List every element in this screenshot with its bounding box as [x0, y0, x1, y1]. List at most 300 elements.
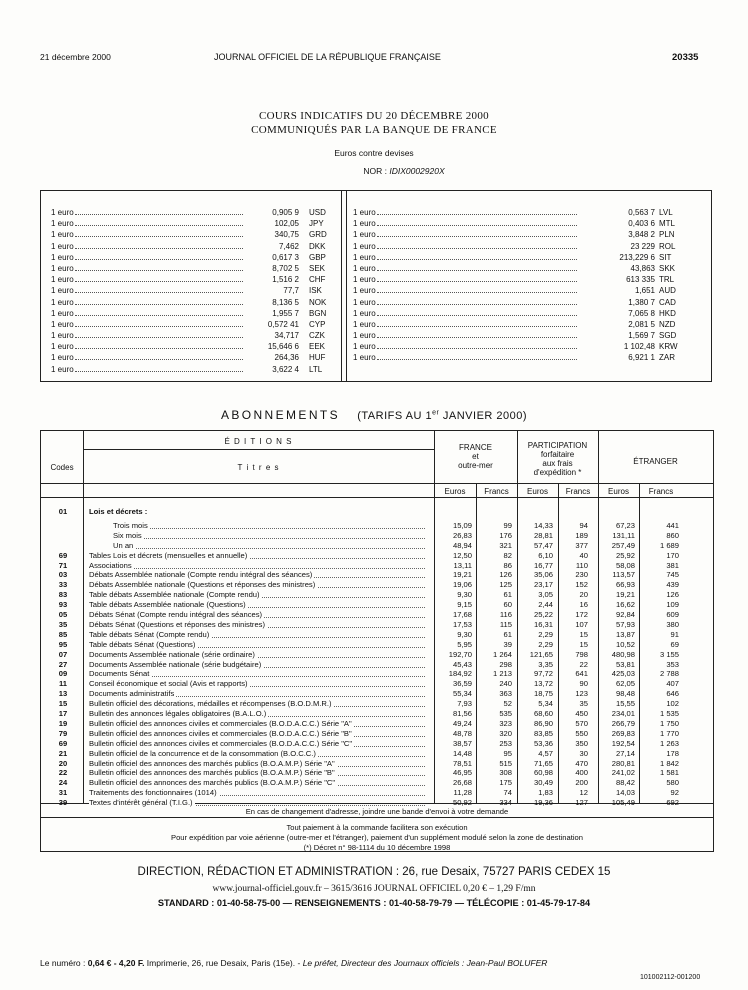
row-code: 27 [58, 659, 68, 669]
price-participation-euros: 2,29 [538, 639, 553, 649]
rate-value: 0,617 3 [272, 252, 299, 262]
price-france-francs: 176 [499, 530, 512, 540]
price-participation-euros: 60,98 [533, 768, 553, 778]
rate-value: 1 102,48 [623, 342, 655, 352]
abonnements-heading [0, 408, 748, 422]
rate-value: 0,572 41 [267, 319, 299, 329]
price-participation-euros: 19,36 [533, 798, 553, 808]
table-row [41, 580, 713, 590]
rate-unit: 1 euro [353, 353, 376, 363]
price-etranger-francs: 126 [666, 590, 679, 600]
rate-unit: 1 euro [51, 275, 74, 285]
rate-currency: ISK [309, 286, 322, 296]
row-title: Associations [89, 560, 132, 570]
row-title: Conseil économique et social (Avis et rapports) [89, 679, 248, 689]
price-etranger-euros: 98,48 [615, 689, 635, 699]
rate-value: 1,380 7 [628, 297, 655, 307]
price-france-francs: 1 264 [492, 649, 512, 659]
rate-row [51, 364, 335, 375]
price-participation-francs: 12 [579, 788, 588, 798]
row-title: Bulletin officiel des annonces des marchés publics (B.O.A.M.P.) Série "C" [89, 778, 336, 788]
row-title: Bulletin officiel des annonces des marchés publics (B.O.A.M.P.) Série "A" [89, 758, 335, 768]
leader-dots [75, 259, 243, 260]
price-etranger-euros: 266,79 [611, 718, 635, 728]
table-row [41, 699, 713, 709]
rate-row [51, 263, 335, 274]
price-france-francs: 82 [503, 550, 512, 560]
header-page-number: 20335 [672, 52, 699, 63]
price-participation-francs: 189 [575, 530, 588, 540]
price-france-euros: 49,24 [452, 718, 472, 728]
table-row [41, 570, 713, 580]
price-france-francs: 535 [499, 709, 512, 718]
table-row [41, 630, 713, 640]
rate-unit: 1 euro [51, 252, 74, 262]
price-france-euros: 50,92 [452, 798, 472, 808]
row-code: 93 [58, 600, 68, 610]
price-etranger-francs: 860 [666, 530, 679, 540]
table-row [41, 689, 713, 699]
row-title: Débats Assemblée nationale (Compte rendu intégral des séances) [89, 570, 313, 580]
change-address-note: En cas de changement d'adresse, joindre une bande d'envoi à votre demande [245, 807, 509, 816]
price-etranger-francs: 2 788 [659, 669, 679, 679]
table-row [41, 768, 713, 778]
price-participation-francs: 107 [575, 619, 588, 629]
rate-value: 7,065 8 [628, 308, 655, 318]
price-france-euros: 45,43 [452, 659, 472, 669]
row-code: 83 [58, 590, 68, 600]
row-code: 17 [58, 709, 68, 718]
rate-currency: EEK [309, 342, 326, 352]
rate-unit: 1 euro [353, 297, 376, 307]
rate-value: 102,05 [274, 219, 299, 229]
leader-dots [377, 214, 577, 215]
leader-dots [377, 270, 577, 271]
price-etranger-francs: 353 [666, 659, 679, 669]
price-france-euros: 19,06 [452, 580, 472, 590]
row-code: 31 [58, 788, 68, 798]
rate-value: 23 229 [630, 241, 655, 251]
table-row [41, 778, 713, 788]
price-participation-euros: 2,29 [538, 629, 553, 639]
leader-dots [109, 676, 425, 677]
table-row [41, 739, 713, 749]
rate-row [51, 229, 335, 240]
price-etranger-francs: 1 689 [659, 540, 679, 550]
rate-row [353, 263, 705, 274]
price-france-francs: 1 213 [492, 669, 512, 679]
table-row [41, 650, 713, 660]
leader-dots [377, 359, 577, 360]
leader-dots [75, 348, 243, 349]
rate-row [353, 218, 705, 229]
price-participation-euros: 35,06 [533, 570, 553, 580]
rate-unit: 1 euro [353, 319, 376, 329]
rate-value: 8,702 5 [272, 263, 299, 273]
rate-unit: 1 euro [51, 230, 74, 240]
row-code: 69 [58, 738, 68, 748]
header-france: FRANCE et outre-mer [458, 443, 493, 470]
price-france-francs: 321 [499, 540, 512, 550]
price-etranger-francs: 178 [666, 748, 679, 758]
footer-issue-line: Le numéro : 0,64 € - 4,20 F. Imprimerie, 26, rue Desaix, Paris (15e). - Le préfet, Directeur des Journaux officiels : Jean-Paul BOLUFER [40, 958, 548, 968]
row-title: Bulletin officiel des annonces civiles et commerciales (B.O.D.A.C.C.) Série "A" [89, 718, 352, 728]
header-etranger: ÉTRANGER [633, 457, 678, 466]
price-france-francs: 116 [499, 610, 512, 619]
row-title: Bulletin officiel de la concurrence et de la consommation (B.O.C.C.) [89, 748, 316, 758]
price-france-euros: 38,57 [452, 738, 472, 748]
price-france-euros: 26,83 [452, 530, 472, 540]
row-code: 35 [58, 619, 68, 629]
rate-currency: LTL [309, 364, 323, 374]
row-code: 69 [58, 550, 68, 560]
rate-row [51, 285, 335, 296]
price-participation-francs: 90 [579, 679, 588, 689]
price-participation-francs: 350 [575, 738, 588, 748]
price-participation-euros: 68,60 [533, 709, 553, 718]
price-etranger-euros: 105,49 [611, 798, 635, 808]
price-etranger-euros: 19,21 [615, 590, 635, 600]
leader-dots [75, 304, 243, 305]
rate-unit: 1 euro [51, 241, 74, 251]
price-participation-euros: 23,17 [533, 580, 553, 590]
price-france-francs: 60 [503, 600, 512, 610]
price-participation-euros: 25,22 [533, 610, 553, 619]
rate-currency: MTL [659, 219, 675, 229]
price-participation-euros: 30,49 [533, 778, 553, 788]
price-france-euros: 48,78 [452, 728, 472, 738]
price-etranger-euros: 58,08 [615, 560, 635, 570]
row-code: 85 [58, 629, 68, 639]
leader-dots [377, 259, 577, 260]
price-participation-euros: 3,35 [538, 659, 553, 669]
price-participation-francs: 15 [579, 639, 588, 649]
price-france-francs: 61 [503, 629, 512, 639]
rate-unit: 1 euro [51, 319, 74, 329]
price-etranger-francs: 69 [670, 639, 679, 649]
rate-currency: HKD [659, 308, 676, 318]
rate-value: 77,7 [283, 286, 299, 296]
price-participation-euros: 86,90 [533, 718, 553, 728]
row-title: Trois mois [113, 520, 148, 530]
rate-value: 6,921 1 [628, 353, 655, 363]
leader-dots [109, 568, 425, 569]
price-etranger-euros: 192,54 [611, 738, 635, 748]
price-france-francs: 86 [503, 560, 512, 570]
row-title: Documents Assemblée nationale (série budgétaire) [89, 659, 262, 669]
rate-currency: NZD [659, 319, 676, 329]
table-row [41, 590, 713, 600]
row-title: Table débats Sénat (Compte rendu) [89, 629, 210, 639]
price-france-euros: 192,70 [448, 649, 472, 659]
leader-dots [75, 326, 243, 327]
price-participation-francs: 550 [575, 728, 588, 738]
leader-dots [133, 528, 425, 529]
price-etranger-francs: 692 [666, 798, 679, 808]
rate-row [51, 274, 335, 285]
price-france-euros: 13,11 [453, 560, 472, 570]
rate-unit: 1 euro [353, 208, 376, 217]
rates-title-1: COURS INDICATIFS DU 20 DÉCEMBRE 2000 [259, 110, 489, 122]
rate-value: 34,717 [274, 331, 299, 341]
price-participation-euros: 16,31 [533, 619, 553, 629]
rate-currency: ROL [659, 241, 676, 251]
rate-row [353, 341, 705, 352]
table-row [41, 507, 713, 517]
abonnements-title: ABONNEMENTS [220, 408, 341, 422]
price-participation-euros: 28,81 [533, 530, 553, 540]
price-etranger-euros: 241,02 [611, 768, 635, 778]
rate-row [353, 207, 705, 218]
rate-currency: GBP [309, 252, 326, 262]
price-france-francs: 95 [503, 748, 512, 758]
price-france-francs: 126 [499, 570, 512, 580]
price-participation-francs: 230 [575, 570, 588, 580]
rate-unit: 1 euro [353, 331, 376, 341]
price-france-euros: 7,93 [457, 699, 472, 709]
rate-value: 340,75 [274, 230, 299, 240]
shipping-note: Pour expédition par voie aérienne (outre-mer et l'étranger), paiement d'un supplément modulé selon la zone de destination [171, 833, 583, 842]
row-title: Textes d'intérêt général (T.I.G.) [89, 798, 193, 808]
row-code: 95 [58, 639, 68, 649]
price-etranger-euros: 88,42 [615, 778, 635, 788]
price-etranger-euros: 62,05 [615, 679, 635, 689]
price-france-francs: 334 [499, 798, 512, 808]
rate-unit: 1 euro [51, 342, 74, 352]
row-code: 03 [58, 570, 68, 580]
rate-currency: LVL [659, 208, 673, 217]
rate-unit: 1 euro [51, 219, 74, 229]
price-etranger-francs: 1 581 [659, 768, 679, 778]
rate-unit: 1 euro [353, 308, 376, 318]
rate-value: 0,403 6 [628, 219, 655, 229]
price-participation-euros: 16,77 [533, 560, 553, 570]
table-row [41, 788, 713, 798]
rate-value: 1,955 7 [272, 308, 299, 318]
rate-value: 3,848 2 [628, 230, 655, 240]
price-etranger-euros: 67,23 [615, 520, 635, 530]
rate-value: 264,36 [274, 353, 299, 363]
rate-currency: CYP [309, 319, 326, 329]
price-participation-francs: 20 [579, 590, 588, 600]
rate-currency: NOK [309, 297, 327, 307]
table-row [41, 729, 713, 739]
price-etranger-euros: 480,98 [611, 649, 635, 659]
rate-currency: CHF [309, 275, 326, 285]
rate-row [51, 330, 335, 341]
rates-table [40, 190, 712, 382]
leader-dots [133, 538, 425, 539]
rate-row [51, 352, 335, 363]
row-code: 24 [58, 778, 68, 788]
price-france-euros: 55,34 [452, 689, 472, 699]
price-etranger-euros: 15,55 [615, 699, 635, 709]
price-etranger-francs: 109 [666, 600, 679, 610]
price-participation-euros: 18,75 [533, 689, 553, 699]
price-participation-francs: 377 [575, 540, 588, 550]
price-etranger-francs: 745 [666, 570, 679, 580]
price-etranger-euros: 66,93 [615, 580, 635, 590]
leader-dots [377, 326, 577, 327]
rate-value: 7,462 [278, 241, 299, 251]
leader-dots [377, 337, 577, 338]
price-france-euros: 12,50 [452, 550, 472, 560]
price-etranger-francs: 1 535 [659, 709, 679, 718]
nor-code: IDIX0002920X [389, 166, 445, 176]
price-participation-euros: 14,33 [533, 520, 553, 530]
leader-dots [75, 225, 243, 226]
rate-row [51, 308, 335, 319]
row-code: 33 [58, 580, 68, 590]
price-france-francs: 298 [499, 659, 512, 669]
footer-web: www.journal-officiel.gouv.fr – 3615/3616 JOURNAL OFFICIEL 0,20 € – 1,29 F/mn [212, 884, 536, 894]
price-etranger-euros: 234,01 [611, 709, 635, 718]
price-participation-euros: 83,85 [533, 728, 553, 738]
rate-unit: 1 euro [353, 263, 376, 273]
price-participation-francs: 30 [579, 748, 588, 758]
price-etranger-francs: 646 [666, 689, 679, 699]
price-france-euros: 36,59 [452, 679, 472, 689]
rates-subtitle: Euros contre devises [334, 148, 414, 158]
price-participation-euros: 57,47 [533, 540, 553, 550]
leader-dots [75, 371, 243, 372]
leader-dots [377, 348, 577, 349]
price-participation-francs: 123 [575, 689, 588, 699]
price-france-euros: 78,51 [452, 758, 472, 768]
price-participation-euros: 3,05 [538, 590, 553, 600]
rate-currency: SKK [659, 263, 676, 273]
price-etranger-euros: 10,52 [615, 639, 635, 649]
price-participation-francs: 570 [575, 718, 588, 728]
price-france-francs: 240 [499, 679, 512, 689]
price-participation-euros: 121,65 [529, 649, 553, 659]
header-date: 21 décembre 2000 [40, 52, 111, 62]
row-title: Table débats Assemblée nationale (Compte rendu) [89, 590, 260, 600]
row-title: Table débats Sénat (Questions) [89, 639, 196, 649]
table-row [41, 541, 713, 551]
row-title: Bulletin officiel des annonces civiles et commerciales (B.O.D.A.C.C.) Série "C" [89, 738, 353, 748]
rate-unit: 1 euro [51, 353, 74, 363]
price-france-francs: 61 [503, 590, 512, 600]
row-code: 20 [58, 758, 68, 768]
header-titres: T i t r e s [237, 463, 280, 472]
price-france-euros: 5,95 [457, 639, 472, 649]
row-title: Bulletin officiel des décorations, médailles et récompenses (B.O.D.M.R.) [89, 699, 332, 709]
row-title: Lois et décrets : [89, 507, 148, 516]
row-code: 21 [58, 748, 68, 758]
row-code: 01 [58, 507, 68, 516]
price-france-euros: 11,28 [453, 788, 472, 798]
rate-currency: AUD [659, 286, 676, 296]
price-france-francs: 99 [503, 520, 512, 530]
rate-value: 1,651 [634, 286, 655, 296]
rate-currency: USD [309, 208, 326, 217]
price-participation-francs: 127 [575, 798, 588, 808]
row-title: Documents Sénat [89, 669, 150, 679]
leader-dots [377, 281, 577, 282]
price-etranger-francs: 609 [666, 610, 679, 619]
price-participation-euros: 53,36 [533, 738, 553, 748]
table-row [41, 669, 713, 679]
price-participation-francs: 641 [575, 669, 588, 679]
row-title: Bulletin officiel des annonces des marchés publics (B.O.A.M.P.) Série "B" [89, 768, 335, 778]
price-etranger-francs: 91 [670, 629, 679, 639]
row-code: 05 [58, 610, 68, 619]
row-title: Documents Assemblée nationale (série ordinaire) [89, 649, 255, 659]
price-participation-euros: 71,65 [533, 758, 553, 768]
rate-row [51, 319, 335, 330]
rate-row [353, 274, 705, 285]
table-row [41, 709, 713, 719]
header-euros-1: Euros [444, 487, 466, 496]
price-participation-francs: 152 [575, 580, 588, 590]
price-etranger-euros: 13,87 [615, 629, 635, 639]
header-editions: É D I T I O N S [224, 437, 293, 446]
rate-row [51, 297, 335, 308]
leader-dots [75, 315, 243, 316]
leader-dots [75, 214, 243, 215]
rate-unit: 1 euro [51, 331, 74, 341]
price-participation-francs: 400 [575, 768, 588, 778]
price-participation-francs: 94 [579, 520, 588, 530]
price-france-francs: 320 [499, 728, 512, 738]
rates-title-2: COMMUNIQUÉS PAR LA BANQUE DE FRANCE [251, 124, 497, 136]
rate-unit: 1 euro [353, 286, 376, 296]
rate-value: 213,229 6 [619, 252, 655, 262]
row-title: Six mois [113, 530, 142, 540]
table-row [41, 600, 713, 610]
rate-unit: 1 euro [353, 275, 376, 285]
header-codes: Codes [50, 463, 74, 472]
price-participation-francs: 40 [579, 550, 588, 560]
price-france-euros: 19,21 [452, 570, 472, 580]
leader-dots [75, 236, 243, 237]
table-row [41, 551, 713, 561]
table-row [41, 610, 713, 620]
price-etranger-francs: 3 155 [659, 649, 679, 659]
rate-row [353, 352, 705, 363]
price-etranger-francs: 1 842 [659, 758, 679, 768]
price-france-francs: 74 [503, 788, 512, 798]
rates-right-column [353, 207, 705, 364]
row-code: 07 [58, 649, 68, 659]
footer-reference: 101002112-001200 [640, 974, 701, 981]
rate-row [353, 330, 705, 341]
leader-dots [377, 248, 577, 249]
rate-currency: DKK [309, 241, 326, 251]
rate-value: 1,516 2 [272, 275, 299, 285]
table-row [41, 521, 713, 531]
price-participation-francs: 110 [575, 560, 588, 570]
price-etranger-francs: 580 [666, 778, 679, 788]
leader-dots [133, 548, 425, 549]
rate-value: 613 335 [626, 275, 655, 285]
header-participation: PARTICIPATION forfaitaire aux frais d'expédition * [527, 441, 588, 477]
rate-value: 15,646 6 [267, 342, 299, 352]
price-participation-euros: 2,44 [538, 600, 553, 610]
price-etranger-francs: 441 [666, 520, 679, 530]
header-euros-3: Euros [608, 487, 629, 496]
row-code: 13 [58, 689, 68, 699]
rate-value: 0,563 7 [628, 208, 655, 217]
rates-nor [30, 166, 748, 176]
footer-direction: DIRECTION, RÉDACTION ET ADMINISTRATION : 26, rue Desaix, 75727 PARIS CEDEX 15 [137, 866, 611, 878]
rate-row [353, 308, 705, 319]
leader-dots [75, 281, 243, 282]
header-francs-2: Francs [565, 487, 591, 496]
rate-value: 0,905 9 [272, 208, 299, 217]
price-participation-euros: 97,72 [533, 669, 553, 679]
